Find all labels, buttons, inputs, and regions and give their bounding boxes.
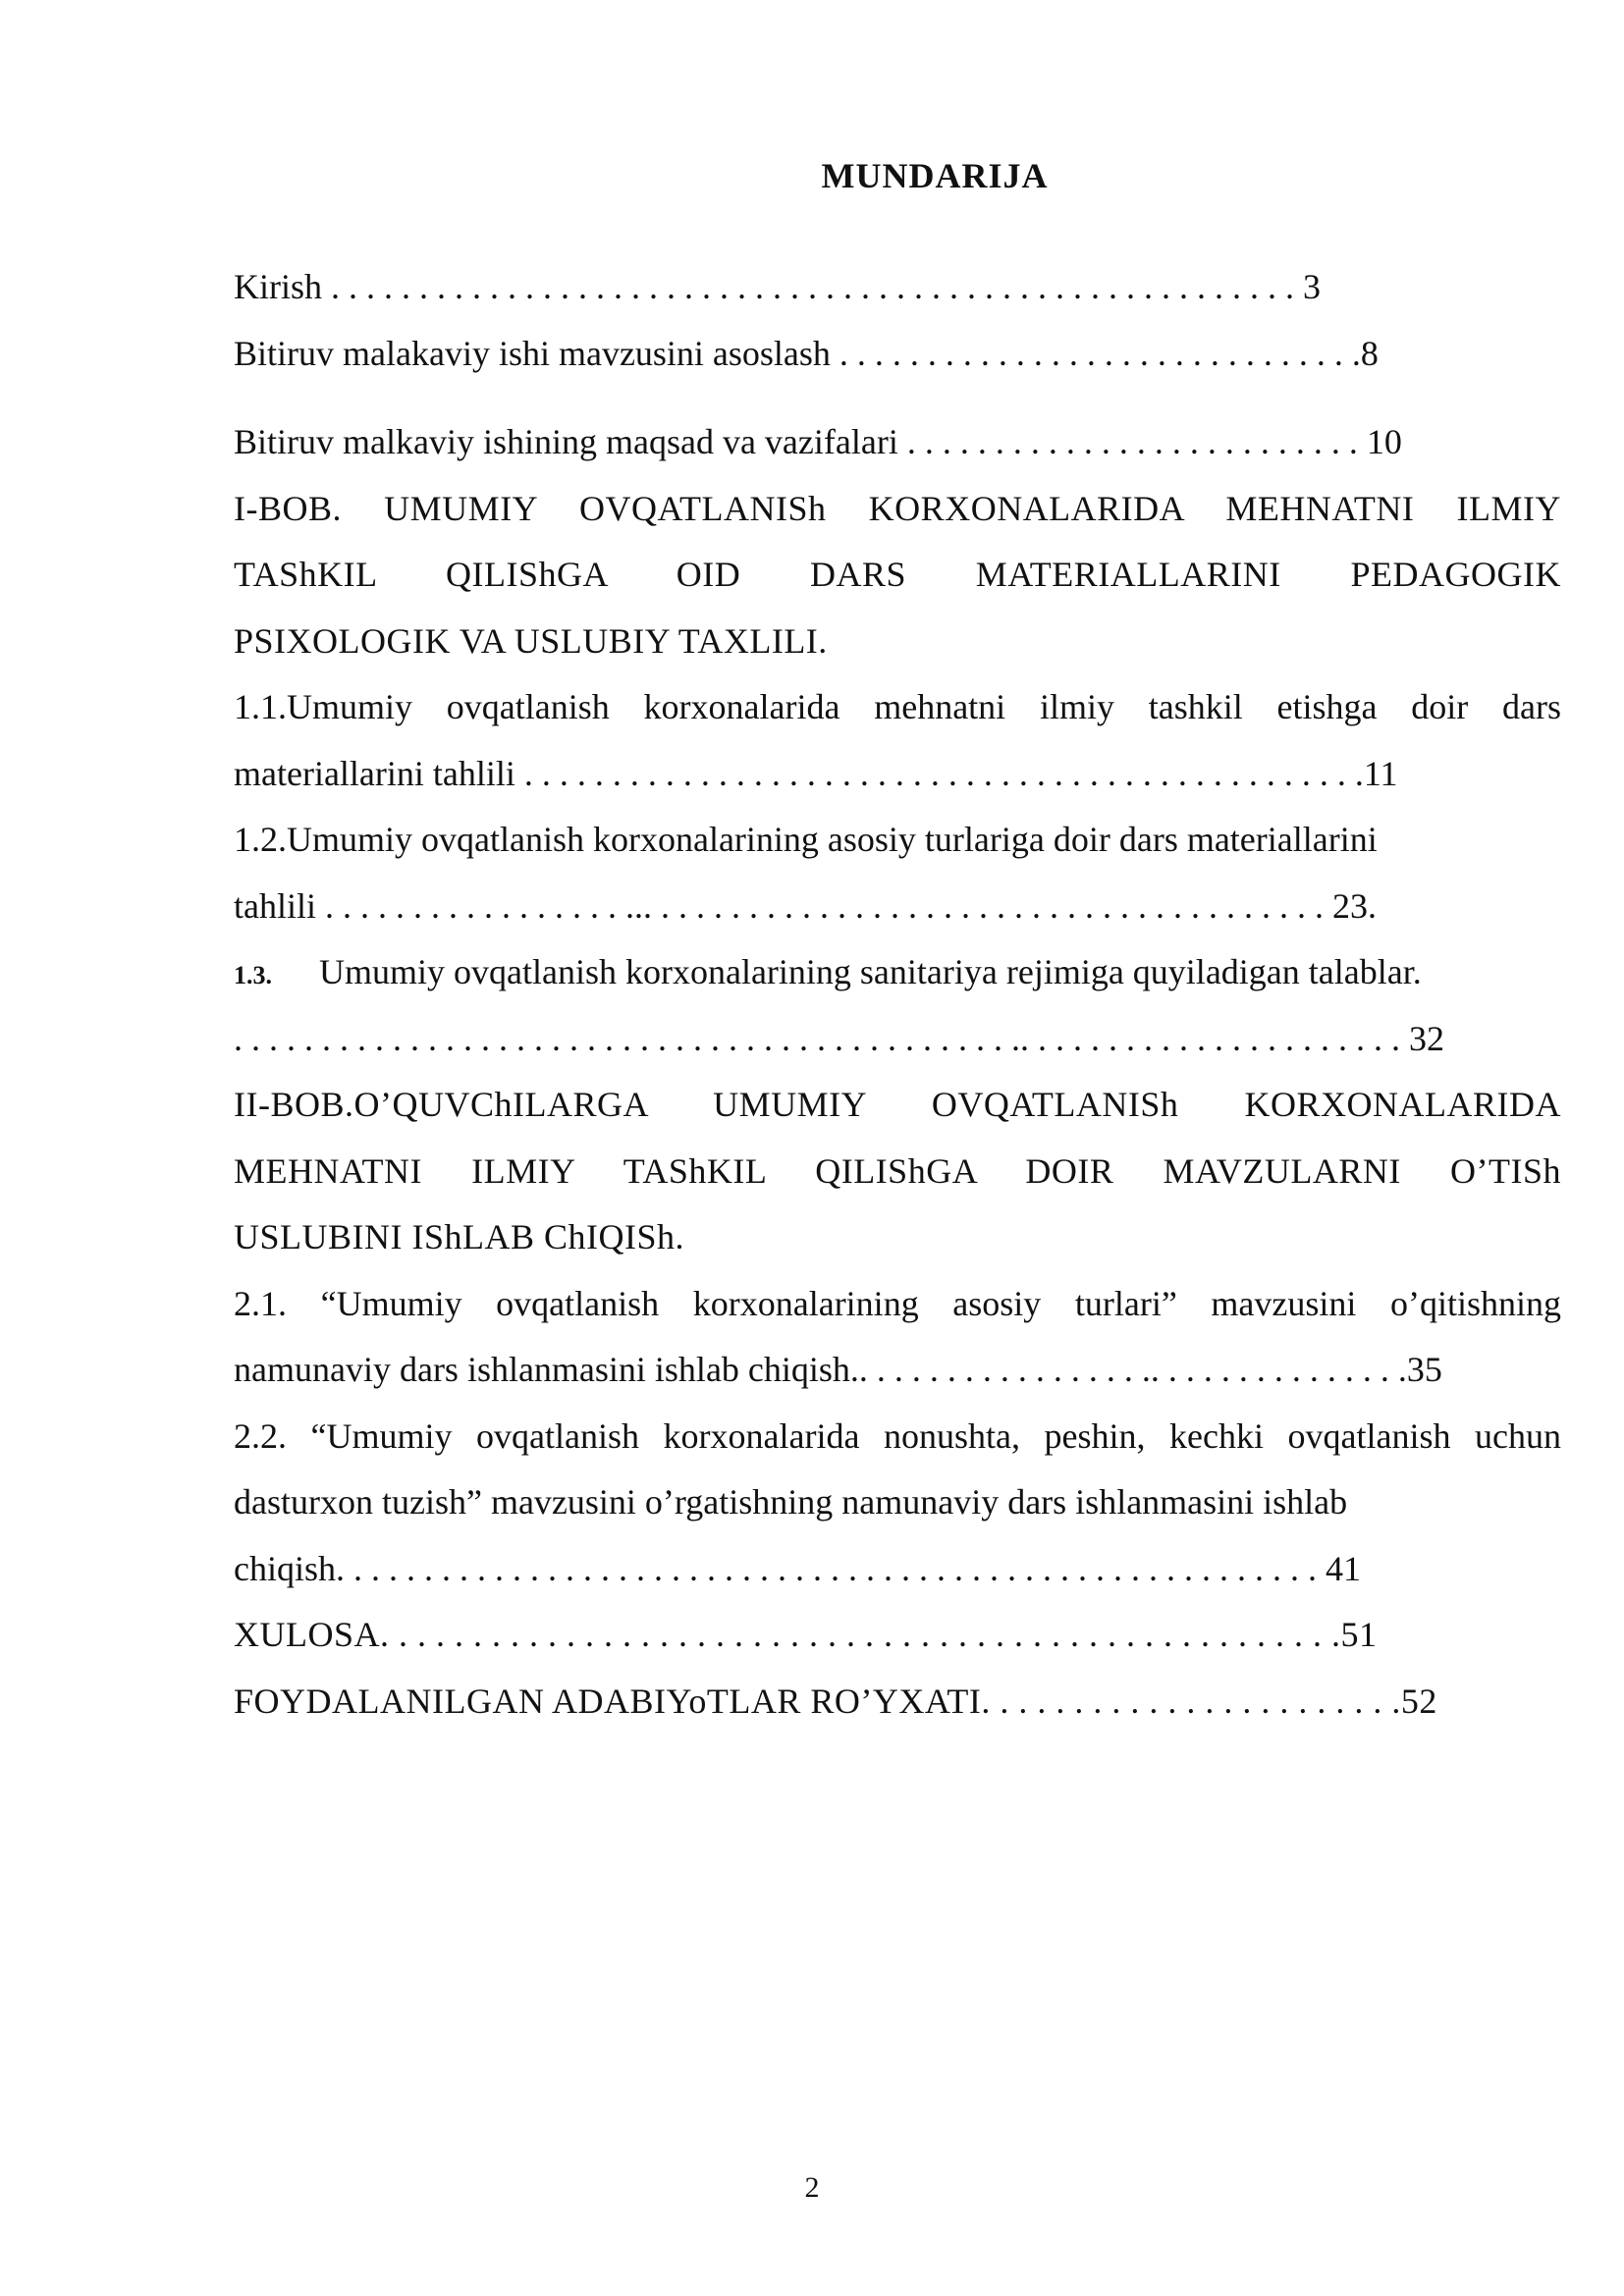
- toc-entry-asoslash: Bitiruv malakaviy ishi mavzusini asoslash . . . . . . . . . . . . . . . . . . . . . . . . . . . . . .8: [234, 334, 1379, 373]
- toc-section-1-1-line-1: 1.1.Umumiy ovqatlanish korxonalarida mehnatni ilmiy tashkil etishga doir dars: [234, 687, 1561, 726]
- toc-section-1-1-line-2: materiallarini tahlili . . . . . . . . . . . . . . . . . . . . . . . . . . . . . . . . . . . . . . . . . . . . . . . .11: [234, 754, 1398, 793]
- toc-section-1-3-line-2: . . . . . . . . . . . . . . . . . . . . . . . . . . . . . . . . . . . . . . . . . . . . .. . . . . . . . . . . . . . . . . . . . . . 32: [234, 1019, 1444, 1058]
- toc-chapter-1-line-3: PSIXOLOGIK VA USLUBIY TAXLILI.: [234, 621, 828, 661]
- toc-chapter-2-line-1: II-BOB.O’QUVChILARGA UMUMIY OVQATLANISh KORXONALARIDA: [234, 1085, 1561, 1124]
- toc-entry-kirish: Kirish . . . . . . . . . . . . . . . . . . . . . . . . . . . . . . . . . . . . . . . . . . . . . . . . . . . . . . . 3: [234, 267, 1321, 306]
- toc-chapter-2-line-2: MEHNATNI ILMIY TAShKIL QILIShGA DOIR MAVZULARNI O’TISh: [234, 1151, 1561, 1191]
- toc-entry-adabiyotlar: FOYDALANILGAN ADABIYoTLAR RO’YXATI. . . . . . . . . . . . . . . . . . . . . . .52: [234, 1682, 1437, 1721]
- toc-section-2-2-line-3: chiqish. . . . . . . . . . . . . . . . . . . . . . . . . . . . . . . . . . . . . . . . . . . . . . . . . . . . . . . . 41: [234, 1549, 1361, 1588]
- toc-section-1-3-line-1: [234, 950, 1422, 997]
- page-number: 2: [804, 2171, 820, 2204]
- section-number: 1.3.: [234, 961, 272, 989]
- toc-section-2-1-line-2: namunaviy dars ishlanmasini ishlab chiqish.. . . . . . . . . . . . . . . . .. . . . . . . . . . . . . . .35: [234, 1350, 1442, 1389]
- toc-chapter-1-line-1: I-BOB. UMUMIY OVQATLANISh KORXONALARIDA MEHNATNI ILMIY: [234, 489, 1561, 528]
- toc-chapter-2-line-3: USLUBINI IShLAB ChIQISh.: [234, 1217, 685, 1256]
- page-title: MUNDARIJA: [821, 156, 1049, 195]
- toc-section-1-2-line-2: tahlili . . . . . . . . . . . . . . . . . ... . . . . . . . . . . . . . . . . . . . . . . . . . . . . . . . . . . . . . . 23.: [234, 886, 1377, 926]
- section-title: Umumiy ovqatlanish korxonalarining sanitariya rejimiga quyiladigan talablar.: [319, 952, 1422, 991]
- toc-entry-xulosa: XULOSA. . . . . . . . . . . . . . . . . . . . . . . . . . . . . . . . . . . . . . . . . . . . . . . . . . . .51: [234, 1615, 1378, 1654]
- toc-section-2-1-line-1: 2.1. “Umumiy ovqatlanish korxonalarining asosiy turlari” mavzusini o’qitishning: [234, 1284, 1561, 1323]
- toc-entry-maqsad: Bitiruv malkaviy ishining maqsad va vazifalari . . . . . . . . . . . . . . . . . . . . . . . . . . 10: [234, 422, 1402, 461]
- toc-section-1-2-line-1: 1.2.Umumiy ovqatlanish korxonalarining asosiy turlariga doir dars materiallarini: [234, 820, 1378, 859]
- toc-chapter-1-line-2: TAShKIL QILIShGA OID DARS MATERIALLARINI PEDAGOGIK: [234, 555, 1561, 594]
- toc-section-2-2-line-2: dasturxon tuzish” mavzusini o’rgatishning namunaviy dars ishlanmasini ishlab: [234, 1482, 1348, 1522]
- toc-section-2-2-line-1: 2.2. “Umumiy ovqatlanish korxonalarida nonushta, peshin, kechki ovqatlanish uchun: [234, 1416, 1561, 1456]
